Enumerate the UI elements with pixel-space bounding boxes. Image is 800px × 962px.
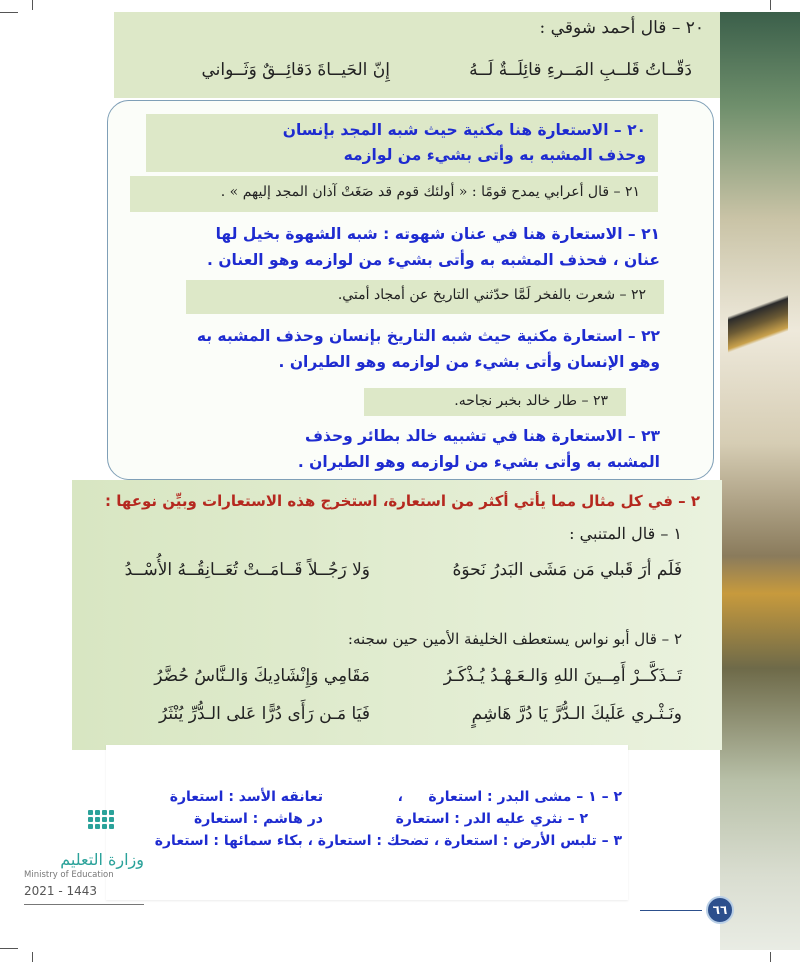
answer-23-line-1: ٢٣ – الاستعارة هنا في تشبيه خالد بطائر وحذف bbox=[304, 427, 660, 445]
trim-mark bbox=[0, 948, 18, 949]
answer-22-line-1: ٢٢ – استعارة مكنية حيث شبه التاريخ بإنسان وحذف المشبه به bbox=[196, 327, 660, 345]
question-22-text: ٢٢ – شعرت بالفخر لَمَّا حدّثني التاريخ عن أمجاد أمتي. bbox=[337, 287, 646, 303]
footer-rule bbox=[24, 904, 144, 905]
ministry-name-english: Ministry of Education bbox=[24, 870, 114, 880]
answer-line-2-left: در هاشم : استعارة bbox=[194, 811, 323, 827]
ministry-logo-icon bbox=[88, 810, 114, 829]
trim-mark bbox=[770, 0, 771, 10]
item-2-verse-2-first-half: ونَـثْـري عَلَيكَ الـدُّرَّ يَا دُرَّ هَاشِمٍ bbox=[471, 704, 682, 724]
trim-mark bbox=[32, 952, 33, 962]
answer-22 bbox=[150, 324, 660, 380]
exercise-2-instruction: ٢ – في كل مثال مما يأتي أكثر من استعارة، استخرج هذه الاستعارات وبيِّن نوعها : bbox=[104, 492, 700, 510]
question-22-box bbox=[186, 280, 664, 314]
footer-rule-right bbox=[640, 910, 702, 911]
fountain-pen-image bbox=[728, 262, 788, 422]
item-1-verse-first-half: فَلَم أرَ قَبلي مَن مَشَى البَدرُ نَحوَهُ bbox=[452, 560, 682, 580]
answer-line-1-left: تعانقه الأسد : استعارة bbox=[169, 789, 323, 805]
question-23-box bbox=[364, 388, 626, 416]
ministry-name-arabic: وزارة التعليم bbox=[60, 850, 144, 869]
question-20-box bbox=[114, 12, 720, 98]
answer-20-line-2: وحذف المشبه به وأتى بشيء من لوازمه bbox=[343, 146, 646, 164]
page-number: ٦٦ bbox=[706, 896, 734, 924]
decorative-photo-strip bbox=[720, 12, 800, 950]
trim-mark bbox=[770, 952, 771, 962]
answer-line-1-separator: ، bbox=[397, 789, 403, 805]
answer-23 bbox=[200, 424, 660, 480]
verse-first-half: دَقّــاتُ قَلــبِ المَــرءِ قائِلَــةٌ لَــهُ bbox=[469, 60, 692, 80]
answer-23-line-2: المشبه به وأتى بشيء من لوازمه وهو الطيران . bbox=[297, 453, 660, 471]
answer-20-box bbox=[146, 114, 658, 172]
question-23-text: ٢٣ – طار خالد بخبر نجاحه. bbox=[454, 393, 608, 409]
answer-21-line-2: عنان ، فحذف المشبه به وأتى بشيء من لوازمه وهو العنان . bbox=[207, 251, 660, 269]
item-1-heading: ١ – قال المتنبي : bbox=[569, 524, 682, 543]
trim-mark bbox=[32, 0, 33, 10]
item-2-verse-1-second-half: مَقَامِي وَإِنْشَادِيكَ وَالـنَّاسُ حُضَّرُ bbox=[154, 666, 370, 686]
answer-20-line-1: ٢٠ – الاستعارة هنا مكنية حيث شبه المجد بإنسان bbox=[282, 121, 646, 139]
question-21-text: ٢١ – قال أعرابي يمدح قومًا : « أولئك قوم قد صَغَتْ آذان المجد إليهم » . bbox=[220, 184, 640, 200]
answer-21 bbox=[190, 222, 660, 278]
ministry-year: 2021 - 1443 bbox=[24, 884, 98, 898]
item-2-heading: ٢ – قال أبو نواس يستعطف الخليفة الأمين حين سجنه: bbox=[347, 630, 682, 648]
ministry-logo bbox=[24, 810, 154, 930]
trim-mark bbox=[0, 12, 18, 13]
answer-21-line-1: ٢١ – الاستعارة هنا في عنان شهوته : شبه الشهوة بخيل لها bbox=[215, 225, 660, 243]
item-1-verse-second-half: وَلا رَجُــلاً قَــامَــتْ تُعَــانِقُــهُ الأُسْــدُ bbox=[124, 560, 370, 580]
answer-line-2-right: ٢ – نثري عليه الدر : استعارة bbox=[395, 811, 588, 827]
answer-line-1-right: ٢ – ١ – مشى البدر : استعارة bbox=[428, 789, 622, 805]
question-21-box bbox=[130, 176, 658, 212]
answer-line-3: ٣ – تلبس الأرض : استعارة ، تضحك : استعارة ، بكاء سمائها : استعارة bbox=[154, 833, 622, 849]
verse-second-half: إِنّ الحَيــاةَ دَقائِــقٌ وَثَــواني bbox=[201, 60, 390, 80]
item-2-verse-1-first-half: تَــذَكَّــرْ أَمِــينَ اللهِ وَالـعَـهْـدُ يُـذْكَـرُ bbox=[443, 666, 682, 686]
exercise-2-answers-box bbox=[106, 745, 628, 900]
item-2-verse-2-second-half: فَيَا مَـن رَأَى دُرًّا عَلى الـدُّرِّ يُنْثَرُ bbox=[159, 704, 370, 724]
answer-22-line-2: وهو الإنسان وأتى بشيء من لوازمه وهو الطيران . bbox=[278, 353, 660, 371]
question-20-heading: ٢٠ – قال أحمد شوقي : bbox=[539, 18, 704, 38]
exercise-2-box bbox=[72, 480, 722, 750]
